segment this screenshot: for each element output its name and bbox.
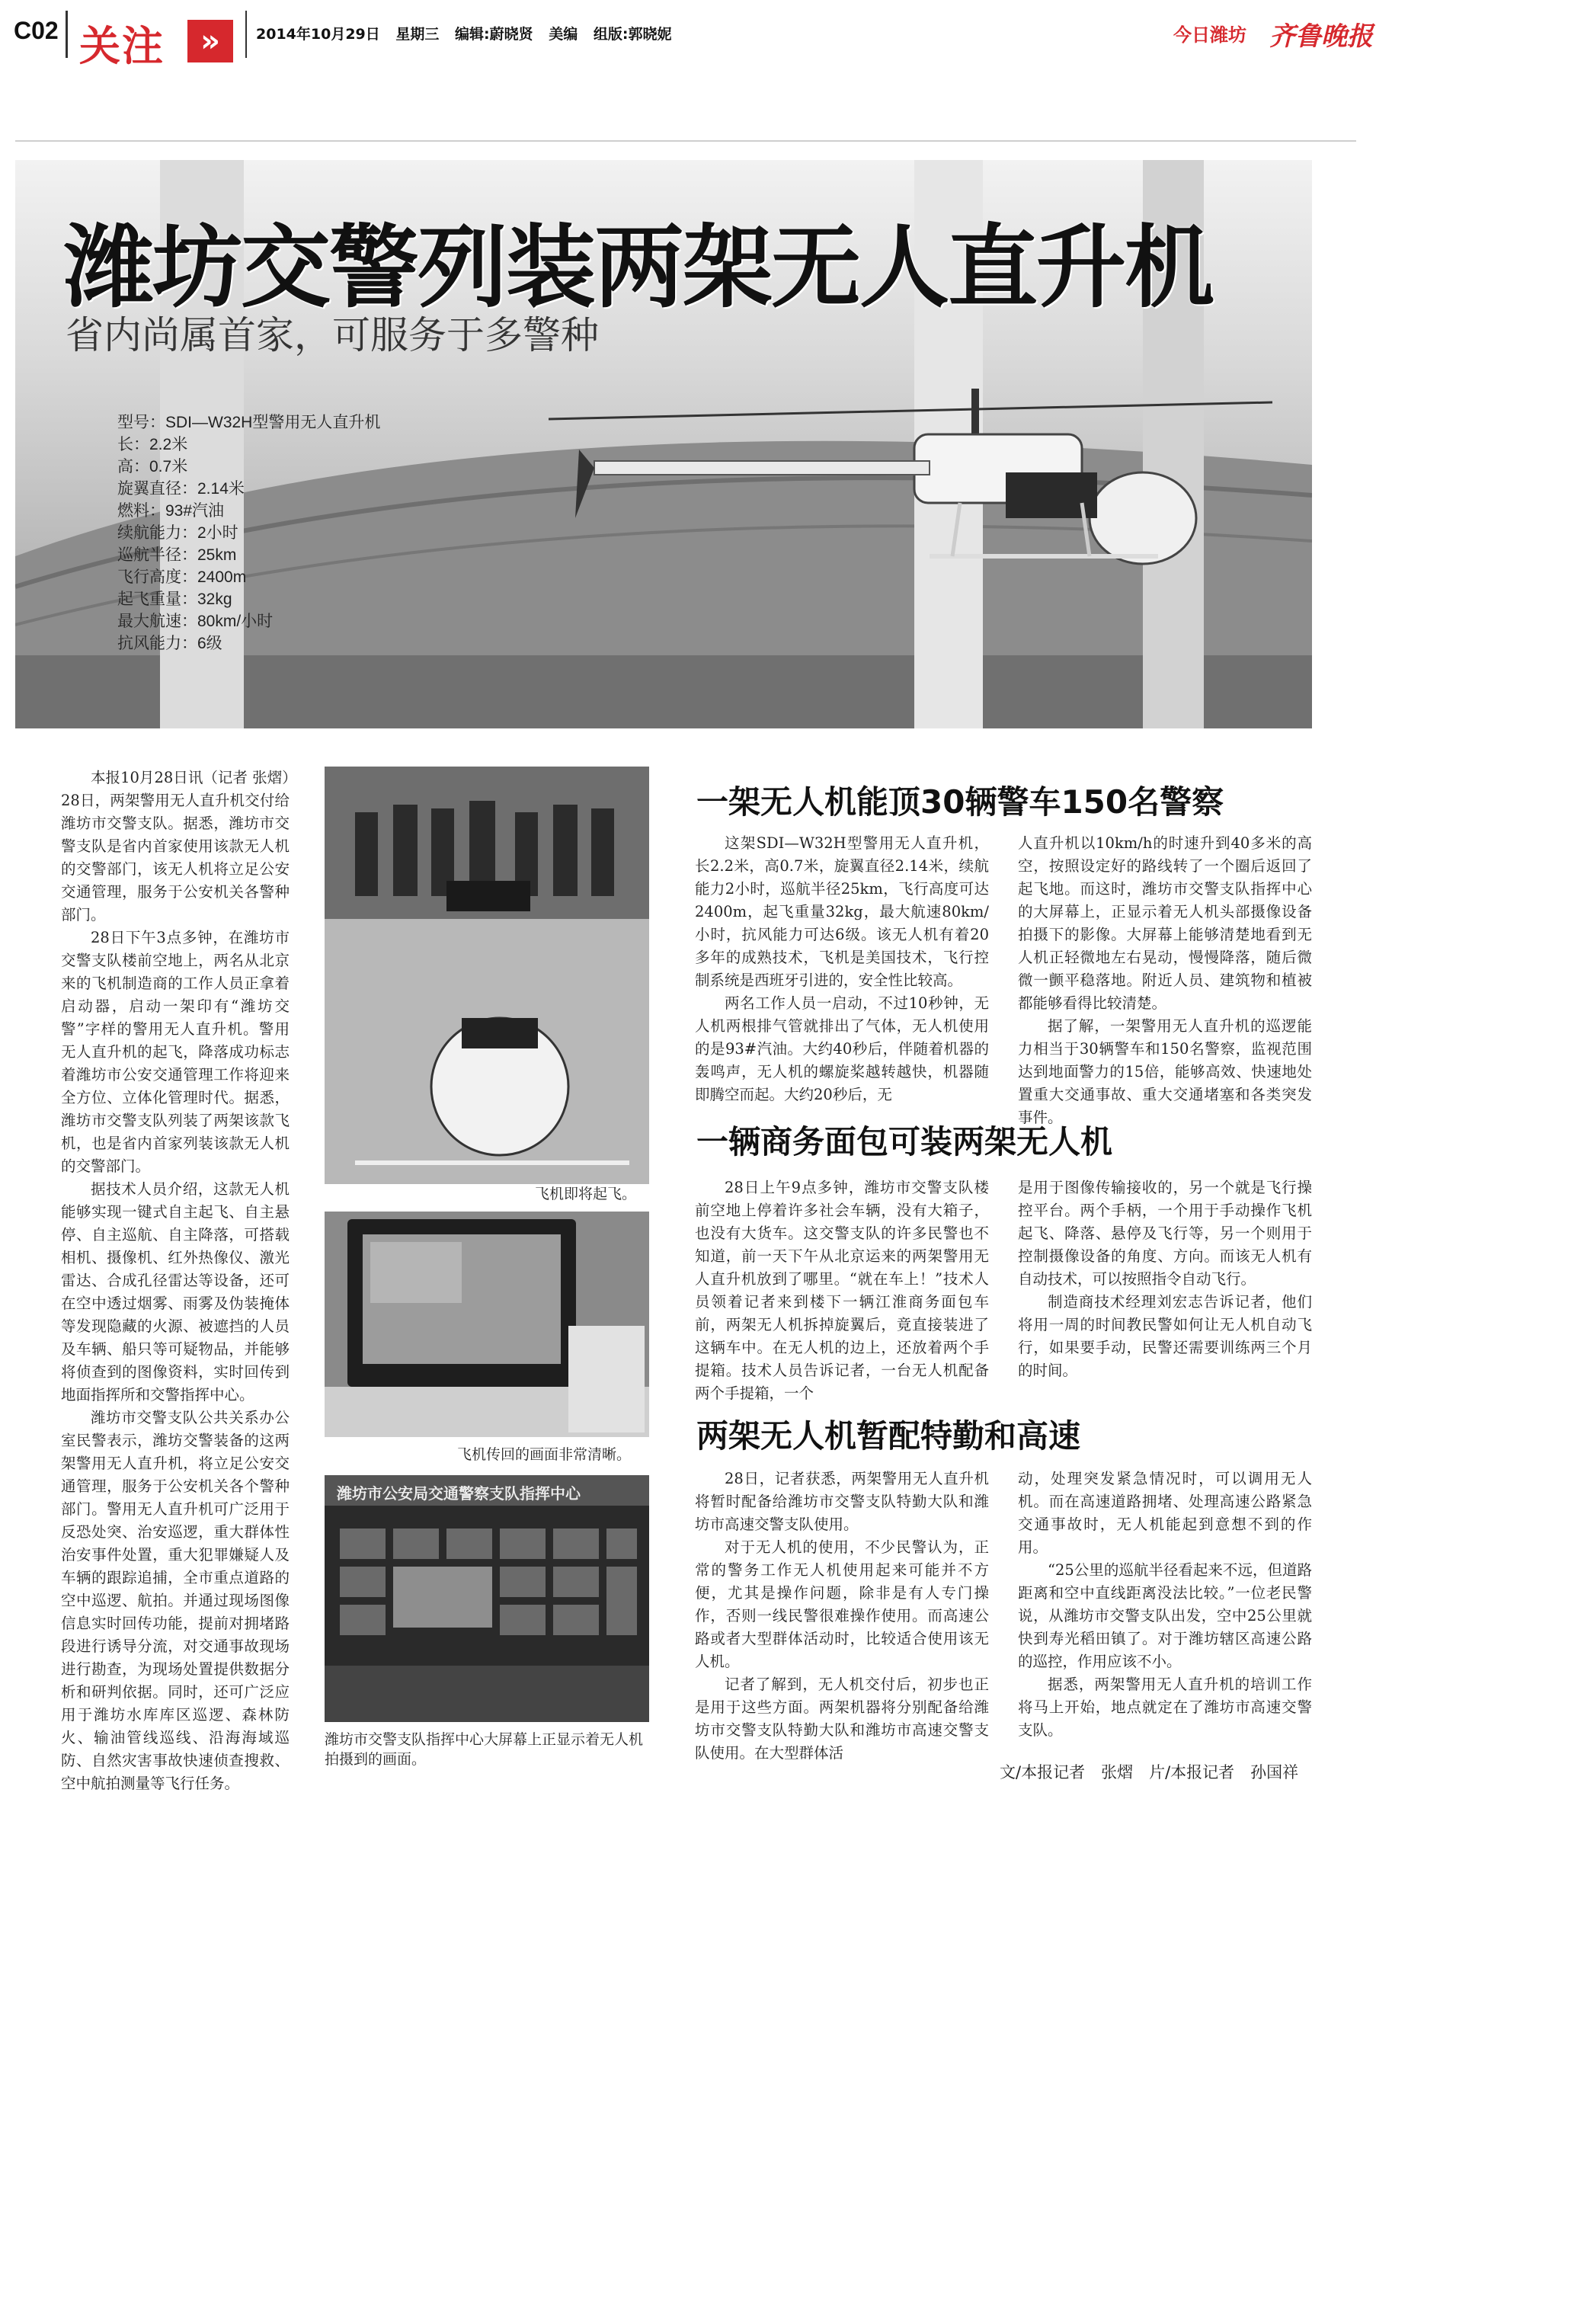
photo-takeoff-illustration [325,767,649,1184]
paragraph: 记者了解到，无人机交付后，初步也正是用于这些方面。两架机器将分别配备给潍坊市交警支队特勤大队和潍坊市高速交警支队使用。在大型群体活 [695,1676,989,1762]
byline: 文/本报记者 张熠 片/本报记者 孙国祥 [1000,1763,1299,1781]
section3-heading: 两架无人机暂配特勤和高速 [696,1417,1081,1455]
paragraph: 28日，记者获悉，两架警用无人直升机将暂时配备给潍坊市交警支队特勤大队和潍坊市高速交警支队使用。 [695,1470,989,1533]
left-column-text [61,767,290,1795]
paragraph: 28日下午3点多钟，在潍坊市交警支队楼前空地上，两名从北京来的飞机制造商的工作人员正拿着启动器，启动一架印有“潍坊交警”字样的警用无人直升机。警用无人直升机的起飞，降落成功标志着潍坊市公安交通管理工作将迎来全方位、立体化管理时代。据悉，潍坊市交警支队列装了两架该款飞机，也是省内首家列装该款无人机的交警部门。 [61,929,290,1175]
spec-list [117,411,380,655]
paragraph: 潍坊市交警支队公共关系办公室民警表示，潍坊交警装备的这两架警用无人直升机，将立足公安交通管理，服务于公安机关各个警种部门。警用无人直升机可广泛用于反恐处突、治安巡逻，重大群体性治安事件处置，重大犯罪嫌疑人及车辆的跟踪追捕，全市重点道路的空中巡逻、航拍。并通过现场图像信息实时回传功能，提前对拥堵路段进行诱导分流，对交通事故现场进行勘查，为现场处置提供数据分析和研判依据。同时，还可广泛应用于潍坊水库库区巡逻、森林防火、输油管线巡线、沿海海域巡防、自然灾害事故快速侦查搜救、空中航拍测量等飞行任务。 [61,1409,290,1792]
paragraph: 是用于图像传输接收的，另一个就是飞行操控平台。两个手柄，一个用于手动操作飞机起飞、降落、悬停及飞行等，另一个则用于控制摄像设备的角度、方向。而该无人机有自动技术，可以按照指令自动飞行。 [1018,1179,1312,1288]
photo-screen [325,1212,649,1437]
subheadline: 省内尚属首家，可服务于多警种 [66,313,599,357]
header-divider-2 [245,11,247,58]
caption-command-center: 潍坊市交警支队指挥中心大屏幕上正显示着无人机拍摄到的画面。 [325,1731,644,1768]
paragraph: 对于无人机的使用，不少民警认为，正常的警务工作无人机使用起来可能并不方便，尤其是操作问题，除非是有人专门操作，否则一线民警很难操作使用。而高速公路或者大型群体活动时，比较适合使用该无人机。 [695,1538,989,1670]
header-divider [66,11,68,58]
paragraph: 这架SDI—W32H型警用无人直升机，长2.2米，高0.7米，旋翼直径2.14米，续航能力2小时，巡航半径25km，飞行高度可达2400m，起飞重量32kg，最大航速80km/小时，抗风能力可达6级。该无人机有着20多年的成熟技术，飞机是美国技术，飞行控制系统是西班牙引进的，安全性比较高。 [695,834,989,989]
issue-date: 2014年10月29日 [256,26,380,43]
spec-item: 巡航半径：25km [117,546,237,564]
paragraph: 据了解，一架警用无人直升机的巡逻能力相当于30辆警车和150名警察，监视范围达到地面警力的15倍，能够高效、快速地处置重大交通事故、重大交通堵塞和各类突发事件。 [1018,1017,1312,1126]
caption-screen: 飞机传回的画面非常清晰。 [457,1446,632,1463]
spec-item: 起飞重量：32kg [117,591,232,608]
photo-screen-illustration [325,1212,649,1437]
spec-item: 最大航速：80km/小时 [117,613,274,630]
paragraph: 据悉，两架警用无人直升机的培训工作将马上开始，地点就定在了潍坊市高速交警支队。 [1018,1676,1312,1739]
hero-photo [15,160,1312,728]
spec-item: 高：0.7米 [117,458,188,475]
paragraph: 制造商技术经理刘宏志告诉记者，他们将用一周的时间教民警如何让无人机自动飞行，如果要手动，民警还需要训练两三个月的时间。 [1018,1293,1312,1379]
brand-label: 今日潍坊 [1173,24,1246,46]
section-title: 关注 [79,22,165,70]
headline: 潍坊交警列装两架无人直升机 [64,215,1214,320]
section3-col-a [695,1468,989,1765]
photo-command-center-illustration [325,1475,649,1722]
page-number: C02 [14,17,59,44]
section2-col-a [695,1176,989,1405]
paragraph: 据技术人员介绍，这款无人机能够实现一键式自主起飞、自主悬停、自主巡航、自主降落，可搭载相机、摄像机、红外热像仪、激光雷达、合成孔径雷达等设备，还可在空中透过烟雾、雨雾及伪装掩体等发现隐藏的火源、被遮挡的人员及车辆、船只等可疑物品，并能够将侦查到的图像资料，实时回传到地面指挥所和交警指挥中心。 [61,1180,290,1404]
photo-takeoff [325,767,649,1184]
header-rule [15,140,1356,142]
spec-item: 旋翼直径：2.14米 [117,480,245,498]
section1-col-b [1018,832,1312,1129]
photo-command-center [325,1475,649,1722]
section2-heading: 一辆商务面包可装两架无人机 [696,1123,1113,1160]
spec-item: 续航能力：2小时 [117,524,238,542]
spec-item: 燃料：93#汽油 [117,502,225,520]
spec-item: 飞行高度：2400m [117,568,247,586]
spec-item: 长：2.2米 [117,436,188,453]
paragraph: 本报10月28日讯（记者 张熠）28日，两架警用无人直升机交付给潍坊市交警支队。据悉，潍坊市交警支队是省内首家使用该款无人机的交警部门，该无人机将立足公安交通管理，服务于公安机关各警种部门。 [61,769,290,924]
section1-col-a [695,832,989,1106]
issue-meta [256,23,683,43]
chevron-right-icon [187,20,233,62]
paragraph: 动，处理突发紧急情况时，可以调用无人机。而在高速道路拥堵、处理高速公路紧急交通事故时，无人机能起到意想不到的作用。 [1018,1470,1312,1556]
spec-item: 抗风能力：6级 [117,635,222,652]
issue-designer: 美编 [549,26,578,43]
command-center-sign: 潍坊市公安局交通警察支队指挥中心 [337,1484,581,1503]
paragraph: 28日上午9点多钟，潍坊市交警支队楼前空地上停着许多社会车辆，没有大箱子，也没有大货车。这交警支队的许多民警也不知道，前一天下午从北京运来的两架警用无人直升机放到了哪里。“就在车上！”技术人员领着记者来到楼下一辆江淮商务面包车前，两架无人机拆掉旋翼后，竟直接装进了这辆车中。在无人机的边上，还放着两个手提箱。技术人员告诉记者，一台无人机配备两个手提箱，一个 [695,1179,989,1402]
section3-col-b [1018,1468,1312,1742]
caption-takeoff: 飞机即将起飞。 [535,1186,637,1202]
issue-weekday: 星期三 [395,26,440,43]
section1-heading: 一架无人机能顶30辆警车150名警察 [696,783,1224,821]
paragraph: 两名工作人员一启动，不过10秒钟，无人机两根排气管就排出了气体，无人机使用的是93#汽油。大约40秒后，伴随着机器的轰鸣声，无人机的螺旋桨越转越快，机器随即腾空而起。大约20秒后，无 [695,994,989,1103]
issue-editor: 编辑:蔚晓贤 [455,26,533,43]
section2-col-b [1018,1176,1312,1382]
paragraph: “25公里的巡航半径看起来不远，但道路距离和空中直线距离没法比较。”一位老民警说，从潍坊市交警支队出发，空中25公里就快到寿光稻田镇了。对于潍坊辖区高速公路的巡控，作用应该不小。 [1018,1561,1312,1670]
masthead-logo: 齐鲁晚报 [1269,21,1373,52]
issue-layout: 组版:郭晓妮 [593,26,672,43]
spec-item: 型号：SDI—W32H型警用无人直升机 [117,414,381,431]
chevron-glyph: » [200,24,220,59]
paragraph: 人直升机以10km/h的时速升到40多米的高空，按照设定好的路线转了一个圈后返回了起飞地。而这时，潍坊市交警支队指挥中心的大屏幕上，正显示着无人机头部摄像设备拍摄下的影像。大屏幕上能够清楚地看到无人机正轻微地左右晃动，慢慢降落，随后微微一颤平稳落地。附近人员、建筑物和植被都能够看得比较清楚。 [1018,834,1312,1012]
